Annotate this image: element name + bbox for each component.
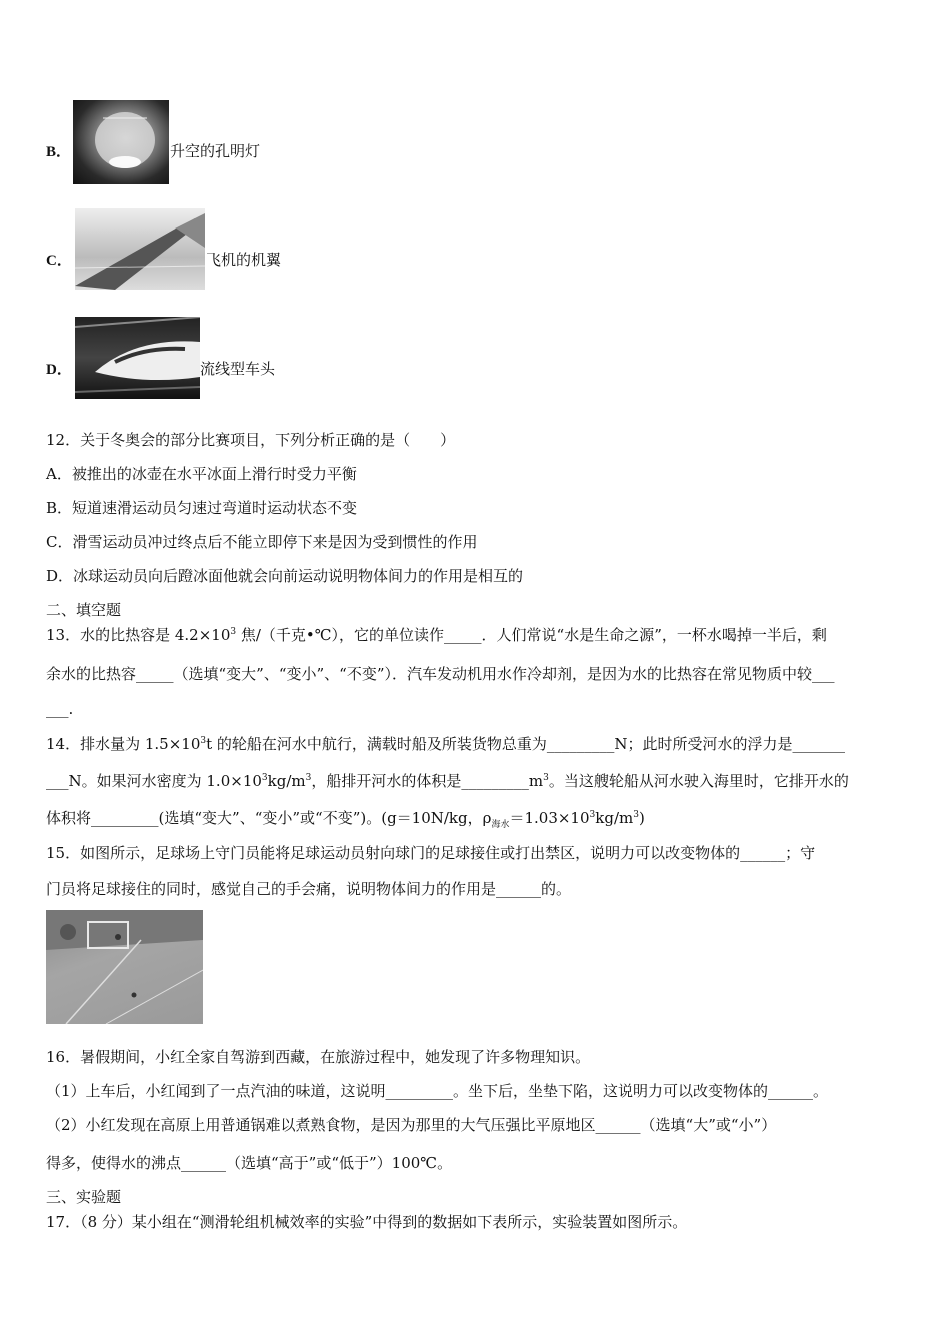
- q14-line-3d: ): [638, 809, 645, 827]
- q14-line-2: [46, 770, 849, 791]
- q14-line-3a: 体积将_________(选填“变大”、“变小”或“不变”)。(g＝10N/kg，ρ: [46, 809, 492, 827]
- q14-sup-4: 3: [543, 773, 549, 783]
- q14-sup-6: 3: [633, 810, 639, 820]
- q14-line-2d: 。当这艘轮船从河水驶入海里时，它排开水的: [548, 772, 849, 790]
- option-b-caption: 升空的孔明灯: [170, 142, 261, 160]
- q14-line-1: [46, 733, 845, 754]
- q14-sup-3: 3: [305, 773, 312, 783]
- section-3-heading: 三、实验题: [46, 1188, 122, 1206]
- q14-line-3: [46, 807, 645, 830]
- q14-line-1b: t 的轮船在河水中航行，满载时船及所装货物总重为_________N；此时所受河水的浮力是_______: [206, 735, 846, 753]
- q12-option-b: B．短道速滑运动员匀速过弯道时运动状态不变: [46, 499, 358, 517]
- section-2-heading: 二、填空题: [46, 601, 122, 619]
- q15-line-2: 门员将足球接住的同时，感觉自己的手会痛，说明物体间力的作用是______的。: [46, 880, 572, 898]
- q16-part-1: （1）上车后，小红闻到了一点汽油的味道，这说明_________。坐下后，坐垫下陷，这说明力可以改变物体的______。: [46, 1082, 829, 1100]
- soccer-goalkeeper-image: [46, 910, 203, 1024]
- option-d-letter: D．: [46, 362, 72, 378]
- q14-line-2a: ___N。如果河水密度为 1.0×10: [46, 772, 262, 790]
- airplane-wing-image: [75, 208, 205, 290]
- q14-sup-2: 3: [261, 773, 268, 783]
- q13-line-3: ___.: [46, 700, 74, 718]
- q12-option-a: A．被推出的冰壶在水平冰面上滑行时受力平衡: [46, 465, 357, 483]
- q14-line-2b: kg/m: [267, 772, 306, 790]
- q16-part-2b: 得多，使得水的沸点______（选填“高于”或“低于”）100℃。: [46, 1154, 453, 1172]
- sky-lantern-drawing: [73, 100, 169, 184]
- q14-sub: 海水: [491, 820, 510, 830]
- q16-stem: 16．暑假期间，小红全家自驾游到西藏，在旅游过程中，她发现了许多物理知识。: [46, 1048, 591, 1066]
- q12-option-d: D．冰球运动员向后蹬冰面他就会向前运动说明物体间力的作用是相互的: [46, 567, 524, 585]
- q12-option-c: C．滑雪运动员冲过终点后不能立即停下来是因为受到惯性的作用: [46, 533, 478, 551]
- q13-line-2: 余水的比热容_____（选填“变大”、“变小”、“不变”）．汽车发动机用水作冷却剂，是因为水的比热容在常见物质中较___: [46, 665, 835, 683]
- q12-stem: 12．关于冬奥会的部分比赛项目，下列分析正确的是（ ）: [46, 431, 456, 449]
- soccer-field-drawing: [46, 910, 203, 1024]
- airplane-wing-drawing: [75, 208, 205, 290]
- q16-part-2a: （2）小红发现在高原上用普通锅难以煮熟食物，是因为那里的大气压强比平原地区______（选填“大”或“小”）: [46, 1116, 777, 1134]
- train-image: [75, 317, 200, 399]
- sky-lantern-image: [73, 100, 169, 184]
- q13-line-1a: 13．水的比热容是 4.2×10: [46, 626, 231, 644]
- option-c-letter: C．: [46, 253, 72, 269]
- q13-line-1: [46, 624, 827, 645]
- q17-stem: 17．（8 分）某小组在“测滑轮组机械效率的实验”中得到的数据如下表所示，实验装置如图所示。: [46, 1213, 688, 1231]
- q13-line-1b: 焦/（千克•℃），它的单位读作_____．人们常说“水是生命之源”，一杯水喝掉一半后，剩: [236, 626, 827, 644]
- q14-sup-5: 3: [589, 810, 596, 820]
- q14-line-2c: ，船排开河水的体积是_________m: [311, 772, 544, 790]
- train-drawing: [75, 317, 200, 399]
- q15-line-1: 15．如图所示，足球场上守门员能将足球运动员射向球门的足球接住或打出禁区，说明力可以改变物体的______；守: [46, 844, 816, 862]
- q13-sup: 3: [230, 627, 237, 637]
- q14-sup-1: 3: [200, 736, 207, 746]
- option-b-letter: B．: [46, 144, 72, 160]
- q14-line-3b: ＝1.03×10: [509, 809, 590, 827]
- q14-line-1a: 14．排水量为 1.5×10: [46, 735, 201, 753]
- q14-line-3c: kg/m: [595, 809, 634, 827]
- option-d-caption: 流线型车头: [200, 360, 276, 378]
- option-c-caption: 飞机的机翼: [206, 251, 282, 269]
